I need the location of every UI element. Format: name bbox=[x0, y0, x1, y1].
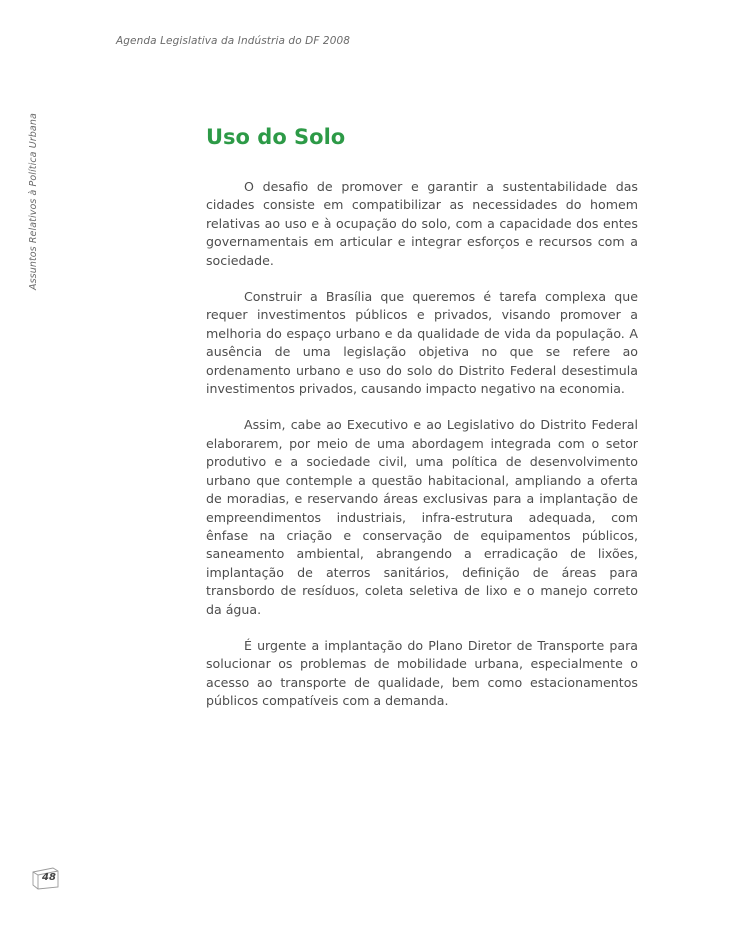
running-header: Agenda Legislativa da Indústria do DF 2008 bbox=[116, 35, 351, 47]
page-number-box bbox=[30, 866, 60, 890]
body-text bbox=[206, 178, 638, 729]
paragraph-3: Assim, cabe ao Executivo e ao Legislativo do Distrito Federal elaborarem, por meio de uma abordagem integrada com o setor produtivo e a sociedade civil, uma política de desenvolvimento urbano que contemple a questão habitacional, ampliando a oferta de moradias, e reservando áreas exclusivas para a implantação de empreendimentos industriais, infra-estrutura adequada, com ênfase na criação e conservação de equipamentos públicos, saneamento ambiental, abrangendo a erradicação de lixões, implantação de aterros sanitários, definição de áreas para transbordo de resíduos, coleta seletiva de lixo e o manejo correto da água. bbox=[206, 417, 638, 617]
side-section-label: Assuntos Relativos à Política Urbana bbox=[28, 113, 39, 290]
page-number: 48 bbox=[42, 872, 56, 883]
paragraph-2: Construir a Brasília que queremos é tarefa complexa que requer investimentos públicos e privados, visando promover a melhoria do espaço urbano e da qualidade de vida da população. A ausência de uma legislação objetiva no que se refere ao ordenamento urbano e uso do solo do Distrito Federal desestimula investimentos privados, causando impacto negativo na economia. bbox=[206, 289, 638, 397]
section-title: Uso do Solo bbox=[206, 125, 346, 149]
paragraph-1: O desafio de promover e garantir a sustentabilidade das cidades consiste em compatibilizar as necessidades do homem relativas ao uso e à ocupação do solo, com a capacidade dos entes governamentais em articular e integrar esforços e recursos com a sociedade. bbox=[206, 179, 638, 268]
paragraph-4: É urgente a implantação do Plano Diretor de Transporte para solucionar os problemas de mobilidade urbana, especialmente o acesso ao transporte de qualidade, bem como estacionamentos públicos compatíveis com a demanda. bbox=[206, 637, 638, 709]
